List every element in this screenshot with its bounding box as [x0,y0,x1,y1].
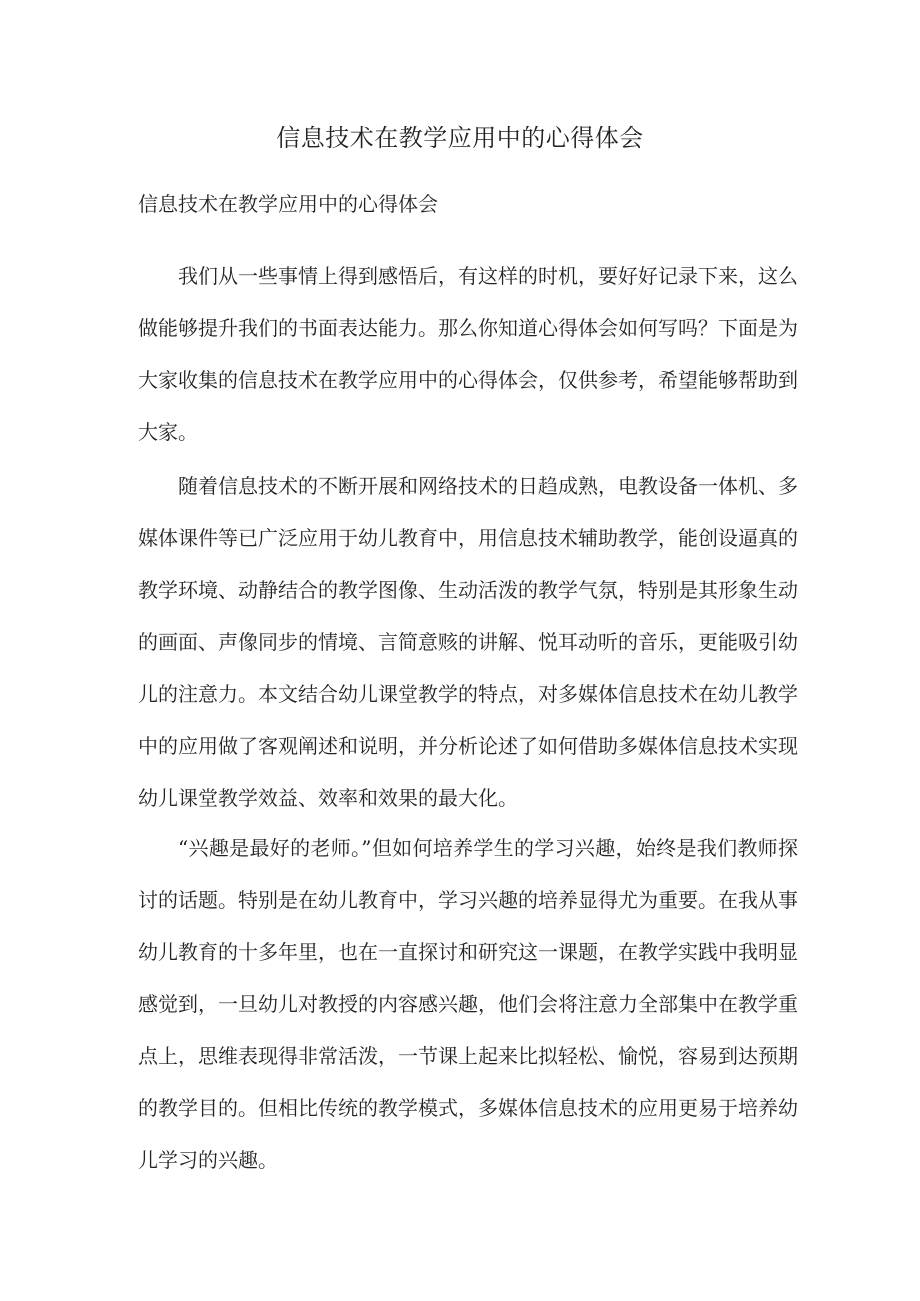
paragraph-intro: 我们从一些事情上得到感悟后，有这样的时机，要好好记录下来，这么做能够提升我们的书面表达能力。那么你知道心得体会如何写吗？下面是为大家收集的信息技术在教学应用中的心得体会，仅供参考，希望能够帮助到大家。 [138,264,798,444]
paragraph-interest: “兴趣是最好的老师。”但如何培养学生的学习兴趣，始终是我们教师探讨的话题。特别是在幼儿教育中，学习兴趣的培养显得尤为重要。在我从事幼儿教育的十多年里，也在一直探讨和研究这一课题，在教学实践中我明显感觉到，一旦幼儿对教授的内容感兴趣，他们会将注意力全部集中在教学重点上，思维表现得非常活泼，一节课上起来比拟轻松、愉悦，容易到达预期的教学目的。但相比传统的教学模式，多媒体信息技术的应用更易于培养幼儿学习的兴趣。 [138,836,798,1172]
paragraph-background: 随着信息技术的不断开展和网络技术的日趋成熟，电教设备一体机、多媒体课件等已广泛应用于幼儿教育中，用信息技术辅助教学，能创设逼真的教学环境、动静结合的教学图像、生动活泼的教学气氛，特别是其形象生动的画面、声像同步的情境、言简意赅的讲解、悦耳动听的音乐，更能吸引幼儿的注意力。本文结合幼儿课堂教学的特点，对多媒体信息技术在幼儿教学中的应用做了客观阐述和说明，并分析论述了如何借助多媒体信息技术实现幼儿课堂教学效益、效率和效果的最大化。 [138,474,798,810]
document-subtitle: 信息技术在教学应用中的心得体会 [138,192,438,216]
document-title: 信息技术在教学应用中的心得体会 [276,124,644,152]
